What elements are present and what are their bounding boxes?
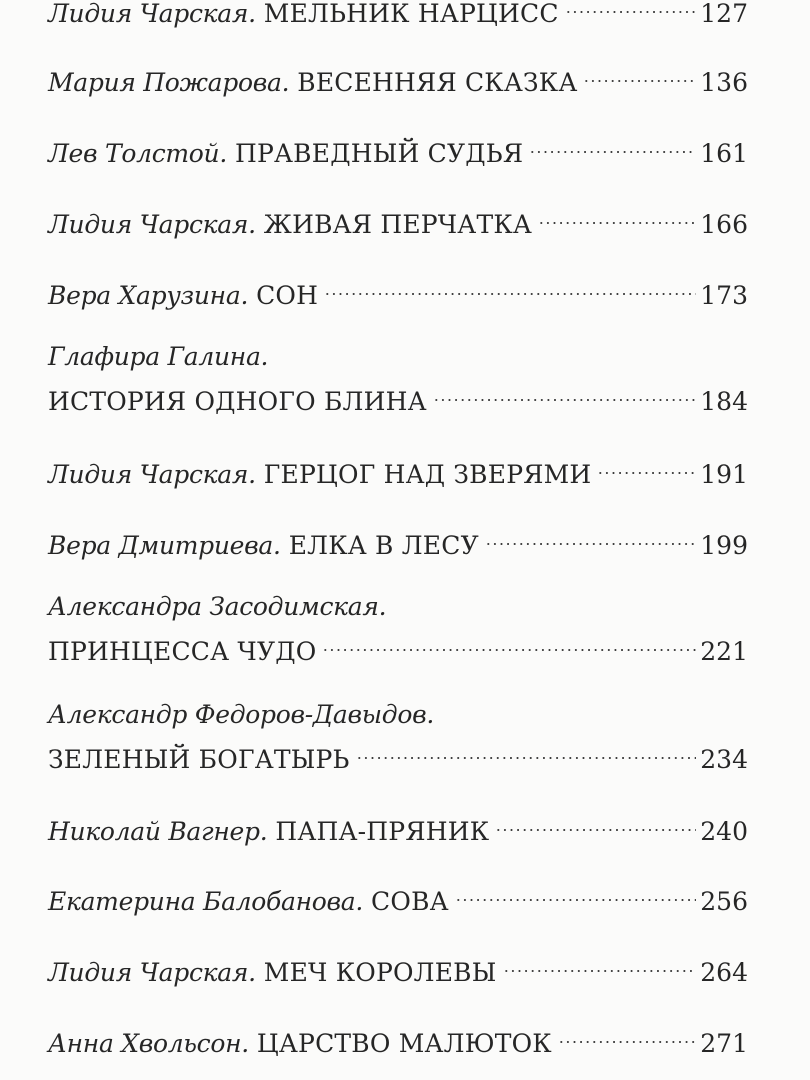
toc-author: Лидия Чарская.	[48, 958, 256, 987]
toc-dot-leader	[597, 449, 696, 483]
toc-dot-leader	[433, 376, 697, 410]
toc-dot-leader	[503, 947, 697, 981]
toc-author-line	[48, 340, 748, 374]
toc-dot-leader	[583, 57, 696, 91]
toc-page-number: 199	[700, 531, 748, 560]
toc-author: Николай Вагнер.	[48, 817, 268, 846]
toc-line	[48, 876, 748, 916]
toc-page-number: 136	[700, 68, 748, 97]
toc-author: Лидия Чарская.	[48, 0, 256, 28]
toc-author: Лев Толстой.	[48, 139, 228, 168]
toc-line	[48, 449, 748, 489]
toc-line	[48, 1018, 748, 1058]
toc-title: МЕЛЬНИК НАРЦИСС	[263, 0, 559, 28]
toc-entry	[48, 128, 748, 168]
toc-title: ВЕСЕННЯЯ СКАЗКА	[297, 68, 578, 97]
toc-page-number: 166	[700, 210, 748, 239]
toc-author: Вера Дмитриева.	[48, 531, 281, 560]
toc-page-number: 234	[700, 745, 748, 774]
toc-page-number: 127	[700, 0, 748, 28]
toc-dot-leader	[455, 876, 697, 910]
toc-title: СОН	[256, 281, 319, 310]
toc-dot-leader	[495, 806, 696, 840]
toc-entry	[48, 806, 748, 846]
toc-dot-leader	[322, 626, 696, 660]
toc-line	[48, 128, 748, 168]
toc-line	[48, 57, 748, 97]
toc-dot-leader	[558, 1018, 696, 1052]
toc-author: Екатерина Балобанова.	[48, 887, 364, 916]
toc-title: ЗЕЛЕНЫЙ БОГАТЫРЬ	[48, 745, 350, 774]
toc-author: Лидия Чарская.	[48, 210, 256, 239]
toc-title: ПРИНЦЕССА ЧУДО	[48, 637, 317, 666]
toc-author: Мария Пожарова.	[48, 68, 290, 97]
toc-entry	[48, 520, 748, 560]
toc-page-number: 221	[700, 637, 748, 666]
toc-entry	[48, 590, 748, 666]
toc-entry	[48, 947, 748, 987]
toc-page-number: 271	[700, 1029, 748, 1058]
toc-title: ПРАВЕДНЫЙ СУДЬЯ	[235, 139, 524, 168]
toc-title: ЖИВАЯ ПЕРЧАТКА	[263, 210, 532, 239]
toc-page-number: 256	[700, 887, 748, 916]
toc-author: Александра Засодимская.	[48, 592, 387, 621]
toc-entry	[48, 57, 748, 97]
toc-page-number: 240	[700, 817, 748, 846]
toc-line	[48, 626, 748, 666]
toc-entry	[48, 449, 748, 489]
toc-page-number: 184	[700, 387, 748, 416]
toc-line	[48, 734, 748, 774]
toc-author: Александр Федоров-Давыдов.	[48, 700, 434, 729]
toc-dot-leader	[485, 520, 696, 554]
toc-entry	[48, 876, 748, 916]
toc-entry	[48, 270, 748, 310]
toc-dot-leader	[324, 270, 696, 304]
toc-page-number: 264	[700, 958, 748, 987]
toc-title: МЕЧ КОРОЛЕВЫ	[263, 958, 497, 987]
toc-dot-leader	[356, 734, 697, 768]
toc-entry	[48, 340, 748, 416]
toc-page-number: 191	[700, 460, 748, 489]
toc-dot-leader	[529, 128, 696, 162]
toc-author-line	[48, 590, 748, 624]
toc-dot-leader	[538, 199, 696, 233]
toc-line	[48, 376, 748, 416]
toc-author-line	[48, 698, 748, 732]
toc-author: Глафира Галина.	[48, 342, 269, 371]
toc-title: ГЕРЦОГ НАД ЗВЕРЯМИ	[263, 460, 592, 489]
toc-dot-leader	[565, 0, 697, 22]
toc-title: ПАПА-ПРЯНИК	[275, 817, 490, 846]
toc-title: ИСТОРИЯ ОДНОГО БЛИНА	[48, 387, 427, 416]
toc-author: Анна Хвольсон.	[48, 1029, 249, 1058]
toc-line	[48, 199, 748, 239]
toc-author: Лидия Чарская.	[48, 460, 256, 489]
toc-line	[48, 270, 748, 310]
scan-artifact-mark	[0, 1072, 10, 1080]
toc-line	[48, 947, 748, 987]
toc-title: ЦАРСТВО МАЛЮТОК	[256, 1029, 552, 1058]
toc-page-number: 161	[700, 139, 748, 168]
toc-title: ЕЛКА В ЛЕСУ	[288, 531, 479, 560]
toc-entry	[48, 199, 748, 239]
toc-author: Вера Харузина.	[48, 281, 249, 310]
toc-line	[48, 0, 748, 28]
toc-line	[48, 806, 748, 846]
toc-entry	[48, 1018, 748, 1058]
toc-entry	[48, 698, 748, 774]
toc-page-number: 173	[700, 281, 748, 310]
toc-line	[48, 520, 748, 560]
toc-title: СОВА	[371, 887, 449, 916]
toc-entry	[48, 0, 748, 28]
